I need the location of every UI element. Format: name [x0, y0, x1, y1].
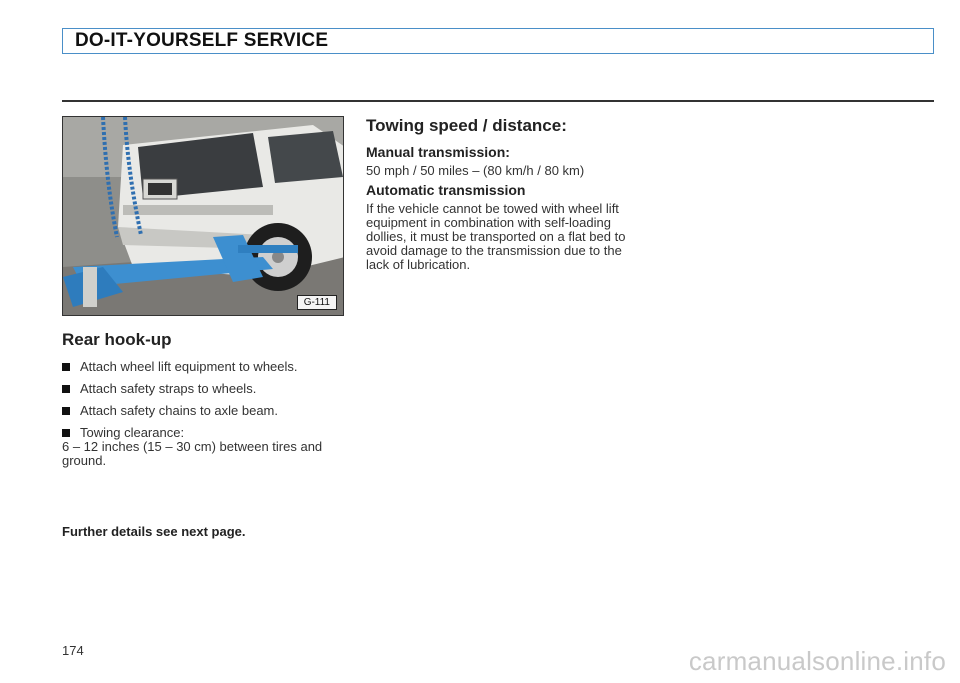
bullet-text: Attach safety chains to axle beam. [80, 403, 278, 418]
rear-hookup-heading: Rear hook-up [62, 330, 172, 349]
rear-hookup-section [62, 330, 352, 468]
section-header [62, 28, 934, 54]
list-item [62, 404, 352, 418]
towing-speed-section [366, 116, 656, 272]
bullet-text: Attach wheel lift equipment to wheels. [80, 359, 298, 374]
bullet-icon [62, 407, 70, 415]
section-title: DO-IT-YOURSELF SERVICE [75, 30, 329, 51]
list-item [62, 426, 352, 440]
car-on-tow-lift-illustration [63, 117, 344, 316]
horizontal-rule [62, 100, 934, 102]
manual-transmission-text: 50 mph / 50 miles – (80 km/h / 80 km) [366, 163, 585, 178]
automatic-transmission-text: If the vehicle cannot be towed with wheel lift equipment in combination with self-loading dollies, it must be transported on a flat bed to avoid damage to the transmission due to the lack of lubrication. [366, 201, 626, 272]
bullet-text: Towing clearance: [80, 425, 185, 440]
bullet-text: Attach safety straps to wheels. [80, 381, 257, 396]
bullet-icon [62, 429, 70, 437]
clearance-detail: 6 – 12 inches (15 – 30 cm) between tires and ground. [62, 439, 323, 468]
page-number: 174 [62, 643, 84, 658]
manual-transmission-heading: Manual transmission: [366, 144, 510, 160]
automatic-transmission-heading: Automatic transmission [366, 182, 526, 198]
towing-photo [62, 116, 344, 316]
bullet-icon [62, 363, 70, 371]
bullet-icon [62, 385, 70, 393]
watermark: carmanualsonline.info [688, 646, 946, 676]
further-details [62, 524, 352, 539]
list-item [62, 382, 352, 396]
towing-speed-heading: Towing speed / distance: [366, 116, 567, 135]
further-details-text: Further details see next page. [62, 524, 246, 539]
figure-code: G-111 [297, 295, 337, 310]
list-item [62, 360, 352, 374]
